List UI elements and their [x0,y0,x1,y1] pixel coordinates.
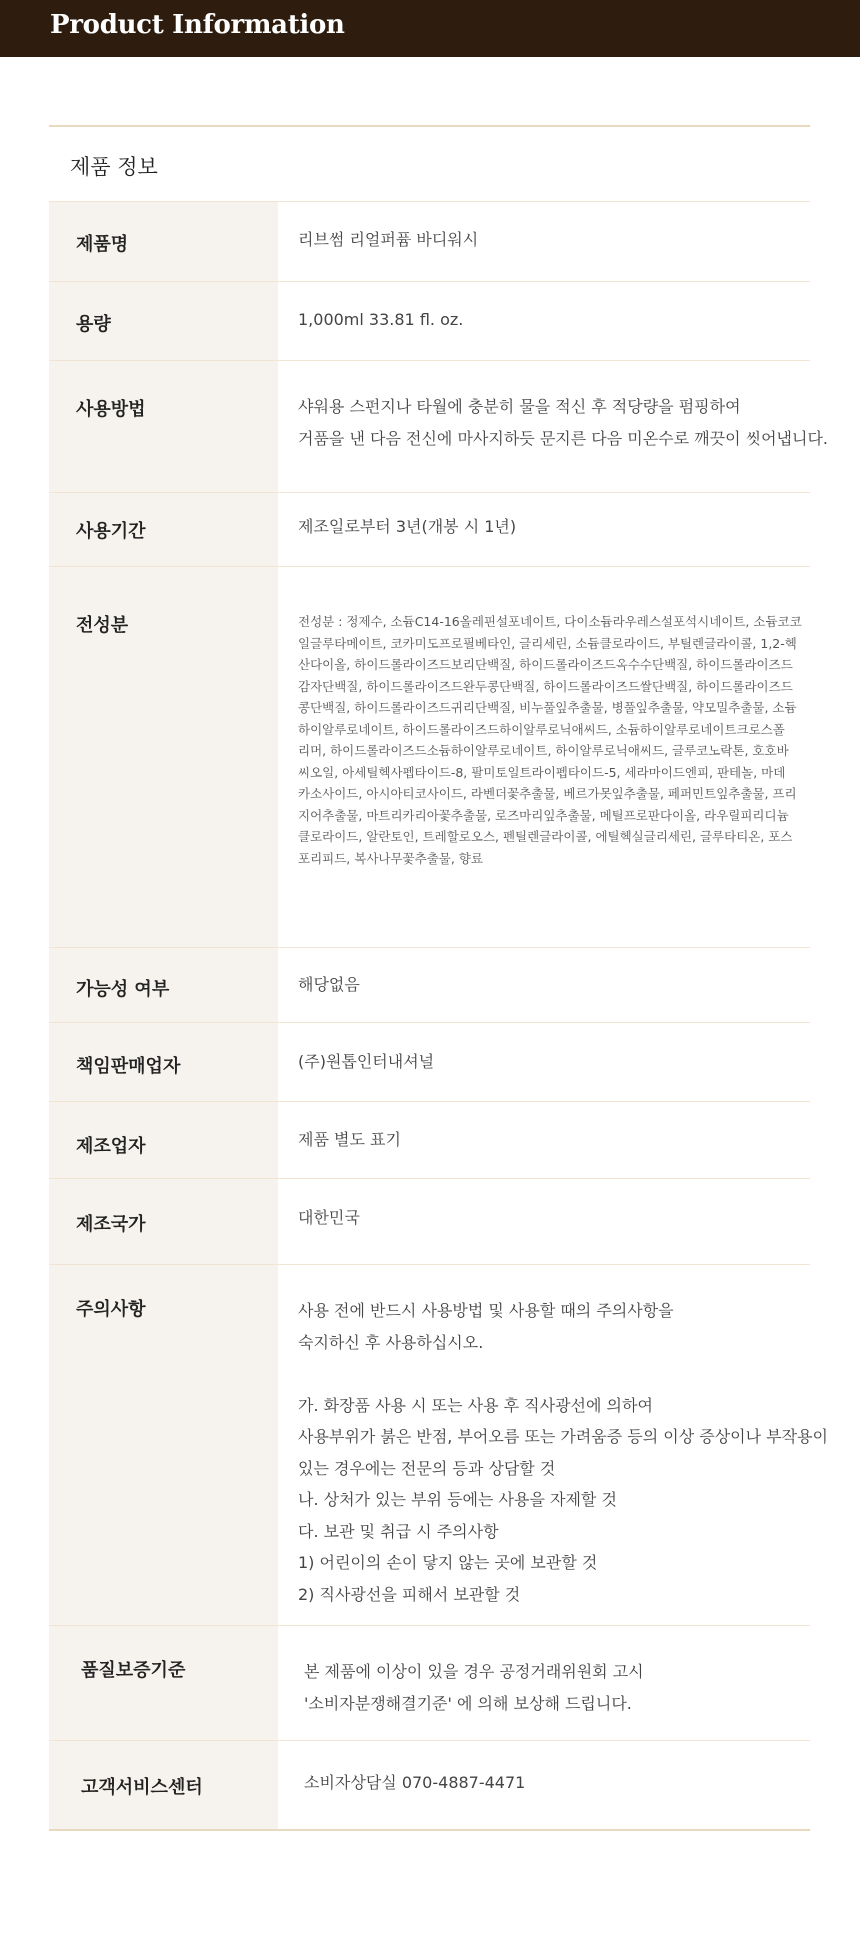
ingredients-line: 하이알루로네이트, 하이드롤라이즈드하이알루로닉애씨드, 소듐하이알루로네이트크로스폴 [298,721,785,737]
country-of-origin-label: 제조국가 [49,1179,278,1264]
responsible-seller-label: 책임판매업자 [49,1023,278,1101]
precautions-line: 사용부위가 붉은 반점, 부어오름 또는 가려움증 등의 이상 증상이나 부작용이 [298,1427,828,1446]
quality-guarantee-value [278,1626,810,1740]
row-shelf-life [49,493,810,567]
row-ingredients [49,567,810,948]
section-header [49,127,810,202]
responsible-seller-value [278,1023,810,1101]
manufacturer-line: 제품 별도 표기 [298,1130,401,1149]
product-name-label: 제품명 [49,202,278,281]
precautions-label: 주의사항 [49,1265,278,1625]
shelf-life-value [278,493,810,566]
availability-value [278,948,810,1022]
country-of-origin-value [278,1179,810,1264]
availability-line: 해당없음 [298,975,360,994]
country-of-origin-line: 대한민국 [298,1208,360,1227]
quality-guarantee-label: 품질보증기준 [49,1626,278,1740]
ingredients-line: 지어추출물, 마트리카리아꽃추출물, 로즈마리잎추출물, 메틸프로판다이올, 라우릴피리디늄 [298,807,789,823]
ingredients-line: 감자단백질, 하이드롤라이즈드완두콩단백질, 하이드롤라이즈드쌀단백질, 하이드롤라이즈드 [298,678,793,694]
header-banner [0,0,860,57]
quality-guarantee-line: '소비자분쟁해결기준' 에 의해 보상해 드립니다. [304,1693,632,1713]
row-responsible-seller [49,1023,810,1102]
customer-service-label: 고객서비스센터 [49,1741,278,1829]
row-customer-service [49,1741,810,1831]
product-name-line: 리브썸 리얼퍼퓸 바디워시 [298,230,479,249]
availability-label: 가능성 여부 [49,948,278,1022]
volume-label: 용량 [49,282,278,360]
row-quality-guarantee [49,1626,810,1741]
product-name-value [278,202,810,281]
usage-label: 사용방법 [49,361,278,492]
quality-guarantee-line: 본 제품에 이상이 있을 경우 공정거래위원회 고시 [304,1662,644,1681]
row-precautions [49,1265,828,1626]
row-country-of-origin [49,1179,810,1265]
usage-line: 샤워용 스펀지나 타월에 충분히 물을 적신 후 적당량을 펌핑하여 [298,397,741,416]
volume-line: 1,000ml 33.81 fl. oz. [298,310,464,329]
ingredients-value [278,567,810,947]
ingredients-line: 리머, 하이드롤라이즈드소듐하이알루로네이트, 하이알루로닉애씨드, 글루코노락톤, 호호바 [298,743,789,758]
ingredients-line: 포리피드, 복사나무꽃추출물, 향료 [298,850,483,866]
volume-value [278,282,810,360]
precautions-line: 2) 직사광선을 피해서 보관할 것 [298,1584,521,1604]
ingredients-line: 씨오일, 아세틸헥사펩타이드-8, 팔미토일트라이펩타이드-5, 세라마이드엔피, 판테놀, 마데 [298,764,786,780]
row-manufacturer [49,1102,810,1179]
ingredients-line: 일글루타메이트, 코카미도프로필베타인, 글리세린, 소듐클로라이드, 부틸렌글라이콜, 1,2-헥 [298,635,797,651]
customer-service-value [278,1741,810,1829]
precautions-line: 있는 경우에는 전문의 등과 상담할 것 [298,1458,556,1478]
manufacturer-value [278,1102,810,1178]
responsible-seller-line: (주)원톱인터내셔널 [298,1052,435,1071]
ingredients-line: 전성분 : 정제수, 소듐C14-16올레핀설포네이트, 다이소듐라우레스설포석시네이트, 소듐코코 [298,614,802,629]
row-availability [49,948,810,1023]
precautions-line [298,1358,828,1390]
row-usage [49,361,828,493]
usage-line: 거품을 낸 다음 전신에 마사지하듯 문지른 다음 미온수로 깨끗이 씻어냅니다. [298,429,828,448]
precautions-line: 숙지하신 후 사용하십시오. [298,1332,484,1352]
precautions-line: 1) 어린이의 손이 닿지 않는 곳에 보관할 것 [298,1553,598,1572]
precautions-value [278,1265,834,1625]
product-info-table [49,125,828,1831]
ingredients-line: 클로라이드, 알란토인, 트레할로오스, 펜틸렌글라이콜, 에틸헥실글리세린, 글루타티온, 포스 [298,829,793,844]
shelf-life-label: 사용기간 [49,493,278,566]
ingredients-label: 전성분 [49,567,278,947]
precautions-line: 사용 전에 반드시 사용방법 및 사용할 때의 주의사항을 [298,1301,674,1320]
precautions-line: 나. 상처가 있는 부위 등에는 사용을 자제할 것 [298,1490,617,1509]
banner-title: Product Information [50,10,345,40]
shelf-life-line: 제조일로부터 3년(개봉 시 1년) [298,517,517,536]
ingredients-line: 산다이올, 하이드롤라이즈드보리단백질, 하이드롤라이즈드옥수수단백질, 하이드롤라이즈드 [298,657,793,672]
row-product-name [49,202,810,282]
section-title: 제품 정보 [70,155,158,179]
row-volume [49,282,810,361]
ingredients-line: 콩단백질, 하이드롤라이즈드귀리단백질, 비누풀잎추출물, 병풀잎추출물, 약모밀추출물, 소듐 [298,700,797,715]
usage-value [278,361,834,492]
customer-service-line: 소비자상담실 070-4887-4471 [304,1773,526,1792]
precautions-line: 가. 화장품 사용 시 또는 사용 후 직사광선에 의하여 [298,1395,653,1415]
precautions-line: 다. 보관 및 취급 시 주의사항 [298,1521,499,1541]
manufacturer-label: 제조업자 [49,1102,278,1178]
ingredients-line: 카소사이드, 아시아티코사이드, 라벤더꽃추출물, 베르가못잎추출물, 페퍼민트잎추출물, 프리 [298,786,797,801]
